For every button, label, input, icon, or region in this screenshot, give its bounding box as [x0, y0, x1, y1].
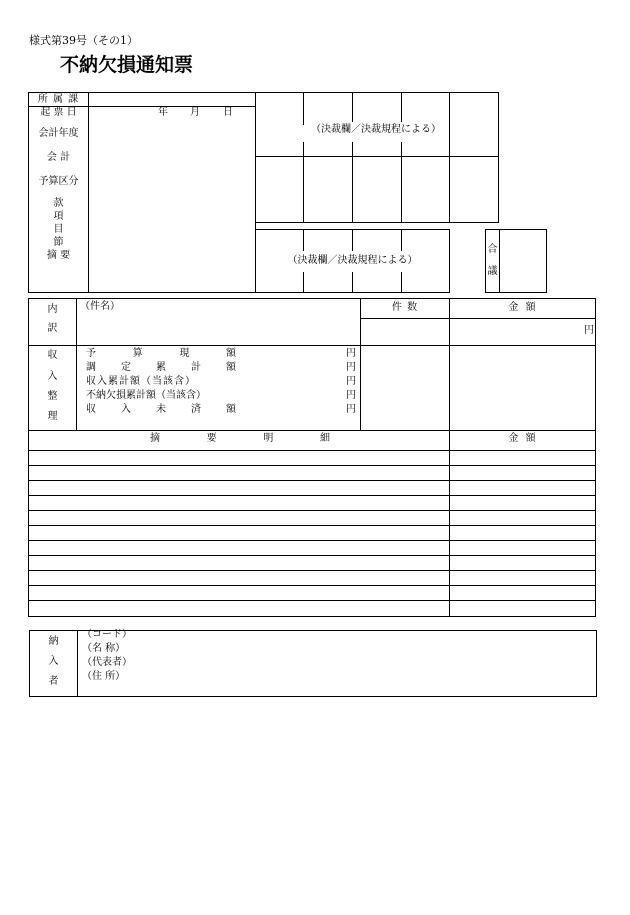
- yen-unit: 円: [346, 348, 356, 359]
- kingaku-field[interactable]: [450, 319, 580, 345]
- detail-amount-field[interactable]: [450, 556, 595, 569]
- gougi-label-2: 議: [487, 266, 498, 277]
- tekiyou-meisai-header: 摘 要 明 細: [150, 433, 330, 444]
- approval-upper-label: （決裁欄／決裁規程による）: [304, 122, 448, 138]
- kan-label: 款: [53, 198, 64, 209]
- kingaku-header: 金 額: [508, 302, 538, 313]
- approval-lower-label: （決裁欄／決裁規程による）: [287, 255, 418, 266]
- divider: [255, 156, 499, 157]
- gougi-field[interactable]: [500, 230, 546, 292]
- detail-description-field[interactable]: [29, 451, 448, 464]
- detail-amount-field[interactable]: [450, 601, 595, 614]
- divider: [449, 92, 450, 156]
- detail-description-field[interactable]: [29, 511, 448, 524]
- detail-amount-field[interactable]: [450, 571, 595, 584]
- kensuu-label: 件 数: [391, 302, 419, 313]
- choutei-ruikei-label: 調 定 累 計 額: [86, 362, 236, 373]
- month-label: 月: [190, 107, 200, 118]
- divider: [303, 142, 304, 156]
- payer-rep-field[interactable]: [140, 658, 590, 671]
- detail-description-field[interactable]: [29, 556, 448, 569]
- day-label: 日: [223, 107, 233, 118]
- shunyu-misai-label: 収 入 未 済 額: [86, 404, 236, 415]
- kaikei-field[interactable]: [89, 146, 255, 168]
- kou-label: 項: [53, 211, 64, 222]
- shunyu-ruikei-field[interactable]: [250, 375, 344, 389]
- payer-name-field[interactable]: [140, 644, 590, 657]
- setsu-label: 節: [53, 237, 64, 248]
- funou-ruikei-label: 不納欠損累計額（当該含）: [86, 390, 206, 401]
- detail-description-field[interactable]: [29, 571, 448, 584]
- detail-amount-field[interactable]: [450, 496, 595, 509]
- shozoku-field[interactable]: [89, 93, 255, 106]
- payer-address-label: （住 所）: [82, 671, 126, 682]
- divider: [303, 272, 304, 293]
- detail-description-field[interactable]: [29, 481, 448, 494]
- shunyu-label-1: 収: [47, 350, 58, 361]
- shunyu-misai-field[interactable]: [250, 403, 344, 417]
- yen-unit: 円: [346, 376, 356, 387]
- shozoku-label: 所 属 課: [37, 94, 80, 105]
- detail-kingaku-header: 金 額: [508, 433, 538, 444]
- divider: [401, 229, 402, 251]
- divider: [401, 272, 402, 293]
- kingaku-yen: 円: [584, 325, 594, 336]
- payer-label-2: 入: [48, 656, 59, 667]
- divider: [77, 630, 78, 697]
- detail-description-field[interactable]: [29, 496, 448, 509]
- divider: [28, 345, 596, 346]
- yosan-kubun-field[interactable]: [89, 170, 255, 192]
- year-label: 年: [158, 107, 168, 118]
- payer-label-1: 納: [48, 636, 59, 647]
- detail-amount-field[interactable]: [450, 466, 595, 479]
- yosan-gengaku-field[interactable]: [250, 347, 344, 361]
- divider: [303, 92, 304, 125]
- detail-amount-field[interactable]: [450, 526, 595, 539]
- form-number: 様式第39号（その1）: [29, 34, 138, 47]
- yen-unit: 円: [346, 404, 356, 415]
- kenmei-field[interactable]: [77, 313, 359, 344]
- divider: [401, 142, 402, 156]
- divider: [352, 92, 353, 125]
- detail-amount-field[interactable]: [450, 586, 595, 599]
- detail-description-field[interactable]: [29, 466, 448, 479]
- divider: [352, 229, 353, 251]
- shunyu-ruikei-label: 収入累計額（当該含）: [86, 376, 196, 387]
- shunyu-label-2: 入: [47, 371, 58, 382]
- divider: [28, 430, 596, 431]
- detail-description-field[interactable]: [29, 586, 448, 599]
- divider: [303, 229, 304, 251]
- yosan-kubun-label: 予算区分: [38, 176, 79, 187]
- divider: [352, 156, 353, 223]
- divider: [401, 92, 402, 125]
- moku-label: 目: [53, 224, 64, 235]
- kenmei-label: （件名）: [80, 301, 120, 312]
- detail-description-field[interactable]: [29, 601, 448, 614]
- detail-description-field[interactable]: [29, 526, 448, 539]
- tekiyou-label: 摘 要: [46, 250, 71, 261]
- payer-label-3: 者: [48, 676, 59, 687]
- divider: [352, 142, 353, 156]
- payer-name-label: （名 称）: [82, 643, 126, 654]
- gougi-label-1: 合: [487, 244, 498, 255]
- uchiwake-label-2: 訳: [47, 323, 58, 334]
- choutei-ruikei-field[interactable]: [250, 361, 344, 375]
- payer-code-label: （コード）: [82, 629, 132, 640]
- kaikei-label: 会 計: [46, 152, 71, 163]
- uchiwake-label-1: 内: [47, 304, 58, 315]
- detail-amount-field[interactable]: [450, 451, 595, 464]
- payer-rep-label: （代表者）: [82, 657, 132, 668]
- detail-description-field[interactable]: [29, 541, 448, 554]
- divider: [352, 272, 353, 293]
- yosan-gengaku-label: 予 算 現 額: [86, 348, 236, 359]
- kihyoubi-label: 起 票 日: [40, 107, 77, 118]
- approval-grid-upper: [255, 92, 499, 223]
- kaikei-nendo-field[interactable]: [89, 124, 255, 144]
- funou-ruikei-field[interactable]: [250, 389, 344, 403]
- yen-unit: 円: [346, 362, 356, 373]
- divider: [303, 156, 304, 223]
- shunyu-label-3: 整: [47, 391, 58, 402]
- divider: [401, 156, 402, 223]
- shunyu-label-4: 理: [47, 411, 58, 422]
- detail-amount-field[interactable]: [450, 511, 595, 524]
- payer-address-field[interactable]: [140, 672, 590, 694]
- kihyoubi-field[interactable]: [89, 107, 255, 121]
- payer-code-field[interactable]: [140, 631, 590, 644]
- divider: [449, 156, 450, 223]
- detail-amount-field[interactable]: [450, 481, 595, 494]
- page-title: 不納欠損通知票: [60, 54, 194, 76]
- yen-unit: 円: [346, 390, 356, 401]
- detail-amount-field[interactable]: [450, 541, 595, 554]
- kamoku-field[interactable]: [89, 194, 255, 292]
- kaikei-nendo-label: 会計年度: [38, 128, 79, 139]
- kensuu-field[interactable]: [361, 319, 449, 345]
